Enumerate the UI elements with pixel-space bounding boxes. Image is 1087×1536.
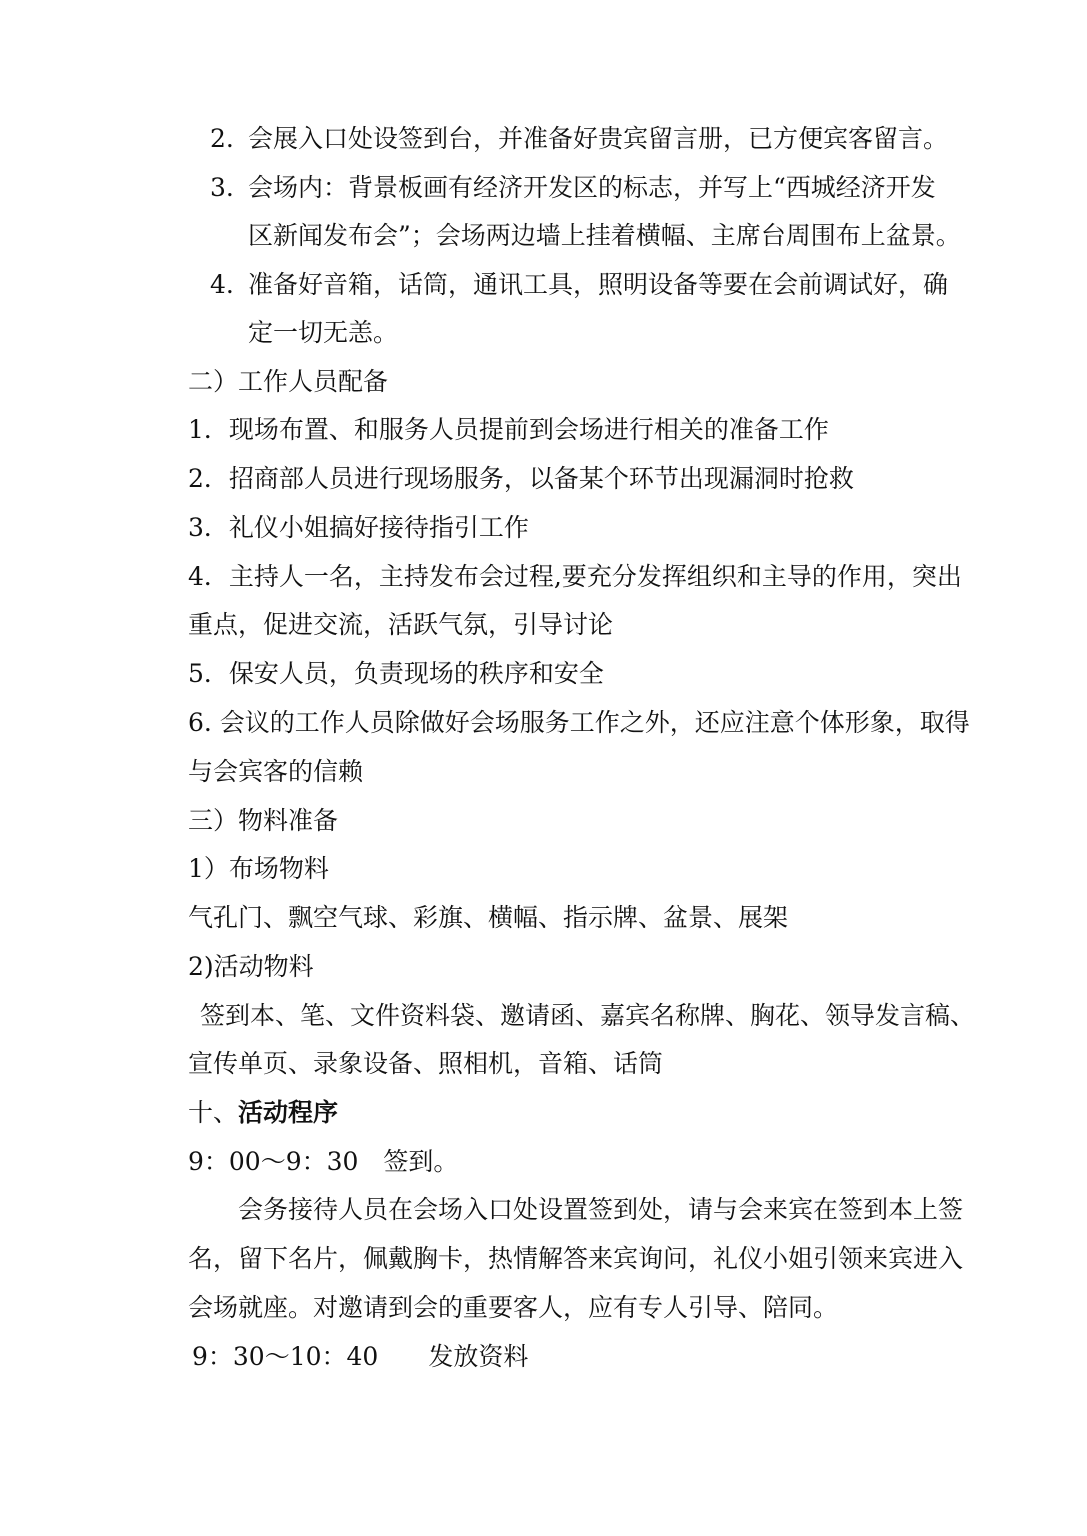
paragraph-line: 4．主持人一名，主持发布会过程,要充分发挥组织和主导的作用，突出	[188, 562, 962, 591]
list-item-text: 定一切无恙。	[248, 318, 399, 347]
section-heading: 三）物料准备	[188, 806, 339, 835]
paragraph-line: 气孔门、飘空气球、彩旗、横幅、指示牌、盆景、展架	[188, 903, 789, 932]
schedule-time: 9：30～10：40 发放资料	[192, 1342, 529, 1371]
paragraph-line: 重点，促进交流，活跃气氛，引导讨论	[188, 610, 614, 639]
paragraph-line: 与会宾客的信赖	[188, 757, 364, 786]
paragraph-line: 签到本、笔、文件资料袋、邀请函、嘉宾名称牌、胸花、领导发言稿、	[200, 1001, 976, 1030]
paragraph-line: 5．保安人员，负责现场的秩序和安全	[188, 659, 604, 688]
paragraph-line: 3．礼仪小姐搞好接待指引工作	[188, 513, 529, 542]
paragraph-line: 6. 会议的工作人员除做好会场服务工作之外，还应注意个体形象，取得	[188, 708, 970, 737]
subheading: 2)活动物料	[188, 952, 314, 981]
paragraph-line: 会场就座。对邀请到会的重要客人，应有专人引导、陪同。	[188, 1293, 839, 1322]
section-number: 十、	[188, 1098, 239, 1127]
section-heading: 二）工作人员配备	[188, 367, 389, 396]
subheading: 1）布场物料	[188, 854, 329, 883]
paragraph-line: 会务接待人员在会场入口处设置签到处，请与会来宾在签到本上签	[238, 1195, 964, 1224]
section-title: 活动程序	[238, 1098, 339, 1127]
list-item-text: 会展入口处设签到台，并准备好贵宾留言册，已方便宾客留言。	[248, 124, 949, 153]
schedule-time: 9：00～9：30 签到。	[188, 1147, 459, 1176]
paragraph-line: 2．招商部人员进行现场服务，以备某个环节出现漏洞时抢救	[188, 464, 854, 493]
paragraph-line: 宣传单页、录象设备、照相机，音箱、话筒	[188, 1049, 664, 1078]
list-item-text: 准备好音箱，话筒，通讯工具，照明设备等要在会前调试好，确	[248, 270, 949, 299]
paragraph-line: 名，留下名片，佩戴胸卡，热情解答来宾询问，礼仪小姐引领来宾进入	[188, 1244, 964, 1273]
section-heading	[188, 1097, 338, 1129]
list-number: 2.	[210, 124, 234, 153]
list-number: 4.	[210, 270, 234, 299]
paragraph-line: 1．现场布置、和服务人员提前到会场进行相关的准备工作	[188, 415, 829, 444]
list-item-text: 区新闻发布会”；会场两边墙上挂着横幅、主席台周围布上盆景。	[248, 221, 961, 250]
list-item-text: 会场内：背景板画有经济开发区的标志，并写上“西城经济开发	[248, 173, 936, 202]
list-number: 3.	[210, 173, 234, 202]
